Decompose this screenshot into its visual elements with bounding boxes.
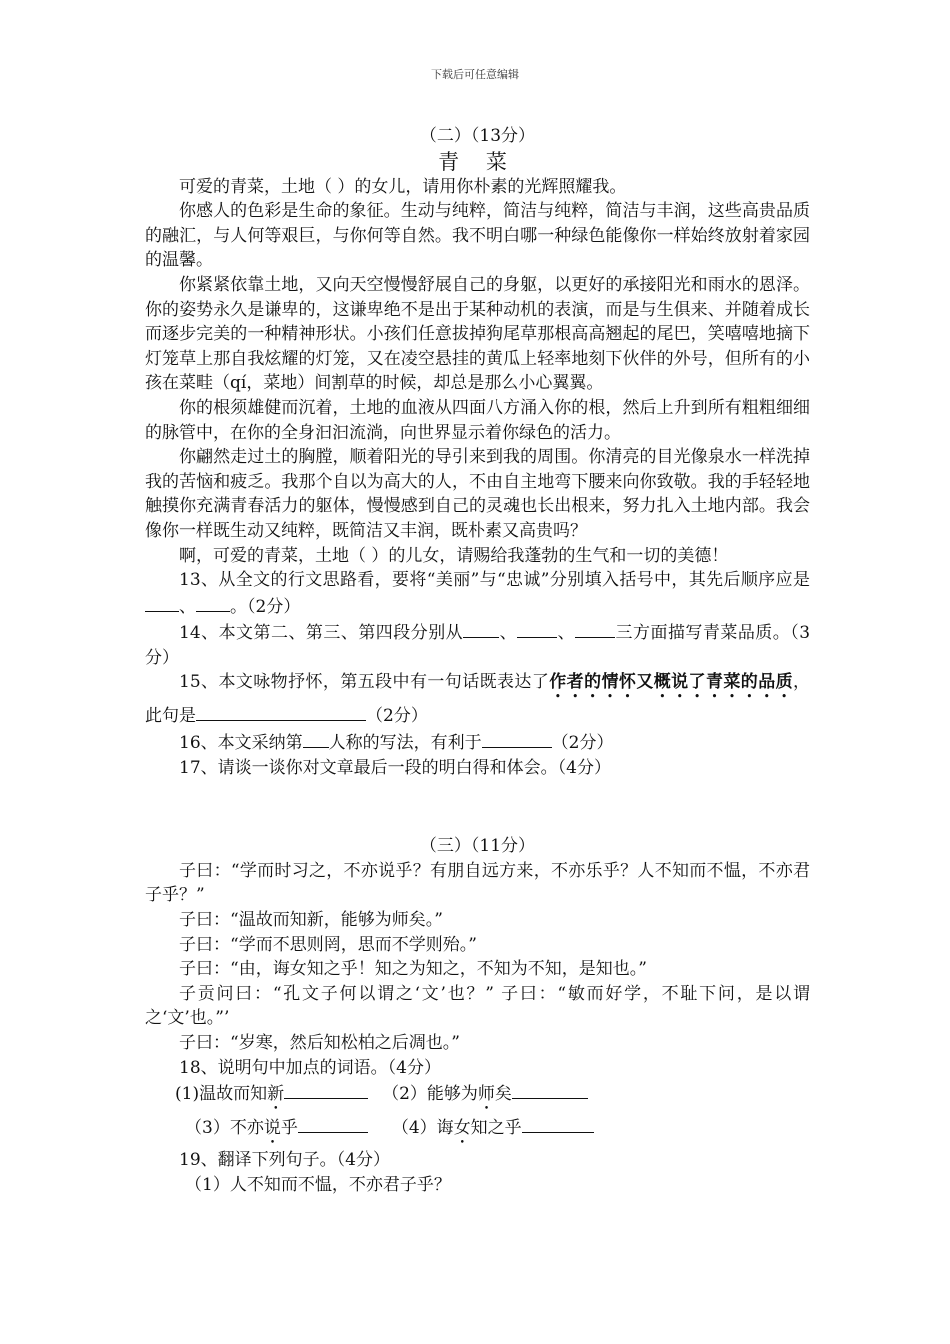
emphasis-dotted-text: 概说了青菜的品质 xyxy=(653,672,794,693)
dotted-word: 新 xyxy=(267,1084,285,1105)
paragraph-2: 你感人的色彩是生命的象征。生动与纯粹，简洁与纯粹，简洁与丰润，这些高贵品质的融汇，与人何等艰巨，与你何等自然。我不明白哪一种绿色能像你一样始终放射着家园的温馨。 xyxy=(145,201,810,271)
analects-line: 子贡问曰：“孔文子何以谓之‘文’也？” 子曰：“敏而好学，不耻下问，是以谓之‘文’也。”’ xyxy=(145,983,810,1029)
dotted-word: 女 xyxy=(453,1118,471,1139)
answer-blank[interactable] xyxy=(512,1080,588,1099)
answer-blank[interactable] xyxy=(482,729,552,748)
question-19-item-1: （1）人不知而不愠，不亦君子乎？ xyxy=(185,1174,451,1195)
question-16: 16、本文采纳第 人称的写法，有利于 （2分） xyxy=(145,729,810,756)
dotted-word: 说 xyxy=(263,1118,281,1139)
section2-heading: （二）（13分） xyxy=(419,126,536,146)
paragraph-6: 啊，可爱的青菜，土地（ ）的儿女，请赐给我蓬勃的生气和一切的美德！ xyxy=(179,545,729,566)
dotted-word: 师 xyxy=(477,1084,495,1105)
answer-blank[interactable] xyxy=(145,593,179,612)
answer-blank[interactable] xyxy=(303,729,329,748)
question-18: 18、说明句中加点的词语。（4分） xyxy=(179,1057,441,1078)
paragraph-1: 可爱的青菜，土地（ ）的女儿，请用你朴素的光辉照耀我。 xyxy=(179,176,627,197)
question-18-row-2: （3）不亦说乎 （4）诲女知之乎 xyxy=(145,1114,810,1148)
question-19: 19、翻译下列句子。（4分） xyxy=(179,1150,390,1171)
answer-blank[interactable] xyxy=(196,702,366,721)
answer-blank[interactable] xyxy=(196,593,230,612)
emphasis-dotted-text: 作者的情怀 xyxy=(549,672,637,693)
question-15: 15、本文咏物抒怀，第五段中有一句话既表达了作者的情怀又概说了青菜的品质，此句是 （2分） xyxy=(145,672,811,727)
analects-line: 子曰：“由，诲女知之乎！知之为知之，不知为不知，是知也。” xyxy=(179,959,647,980)
answer-blank[interactable] xyxy=(298,1114,368,1133)
analects-line: 子曰：“温故而知新，能够为师矣。” xyxy=(179,910,443,931)
analects-line: 子曰：“学而不思则罔，思而不学则殆。” xyxy=(179,934,477,955)
answer-blank[interactable] xyxy=(575,619,615,638)
question-17: 17、请谈一谈你对文章最后一段的明白得和体会。（4分） xyxy=(179,757,611,778)
analects-line: 子曰：“学而时习之，不亦说乎？有朋自远方来，不亦乐乎？人不知而不愠，不亦君子乎？” xyxy=(145,860,810,906)
analects-line: 子曰：“岁寒，然后知松柏之后凋也。” xyxy=(179,1033,460,1053)
header-note: 下载后可任意编辑 xyxy=(431,68,519,81)
paragraph-5: 你翩然走过土的胸膛，顺着阳光的导引来到我的周围。你清亮的目光像泉水一样洗掉我的苦恼和疲乏。我那个自以为高大的人，不由自主地弯下腰来向你致敬。我的手轻轻地触摸你充满青春活力的躯体，慢慢感到自己的灵魂也长出根来，努力扎入土地内部。我会像你一样既生动又纯粹，既简洁又丰润，既朴素又高贵吗？ xyxy=(145,447,810,541)
answer-blank[interactable] xyxy=(517,619,557,638)
question-14: 14、本文第二、第三、第四段分别从 、 、 三方面描写青菜品质。（3分） xyxy=(145,619,810,670)
answer-blank[interactable] xyxy=(522,1114,594,1133)
question-13: 13、从全文的行文思路看，要将“美丽”与“忠诚”分别填入括号中，其先后顺序应是、 。（2分） xyxy=(145,568,810,619)
document-content xyxy=(145,124,810,1197)
article-title: 青 菜 xyxy=(438,149,517,174)
paragraph-3: 你紧紧依靠土地，又向天空慢慢舒展自己的身躯，以更好的承接阳光和雨水的恩泽。你的姿势永久是谦卑的，这谦卑绝不是出于某种动机的表演，而是与生俱来、并随着成长而逐步完美的一种精神形状。小孩们任意拔掉狗尾草那根高高翘起的尾巴，笑嘻嘻地摘下灯笼草上那自我炫耀的灯笼，又在凌空悬挂的黄瓜上轻率地刻下伙伴的外号，但所有的小孩在菜畦（qí，菜地）间割草的时候，却总是那么小心翼翼。 xyxy=(145,274,810,394)
paragraph-4: 你的根须雄健而沉着，土地的血液从四面八方涌入你的根，然后上升到所有粗粗细细的脉管中，在你的全身汩汩流淌，向世界显示着你绿色的活力。 xyxy=(145,397,810,443)
question-18-row-1: (1)温故而知新 （2）能够为师矣 xyxy=(145,1080,810,1114)
section3-heading: （三）（11分） xyxy=(419,836,536,857)
answer-blank[interactable] xyxy=(463,619,499,638)
answer-blank[interactable] xyxy=(284,1080,368,1099)
